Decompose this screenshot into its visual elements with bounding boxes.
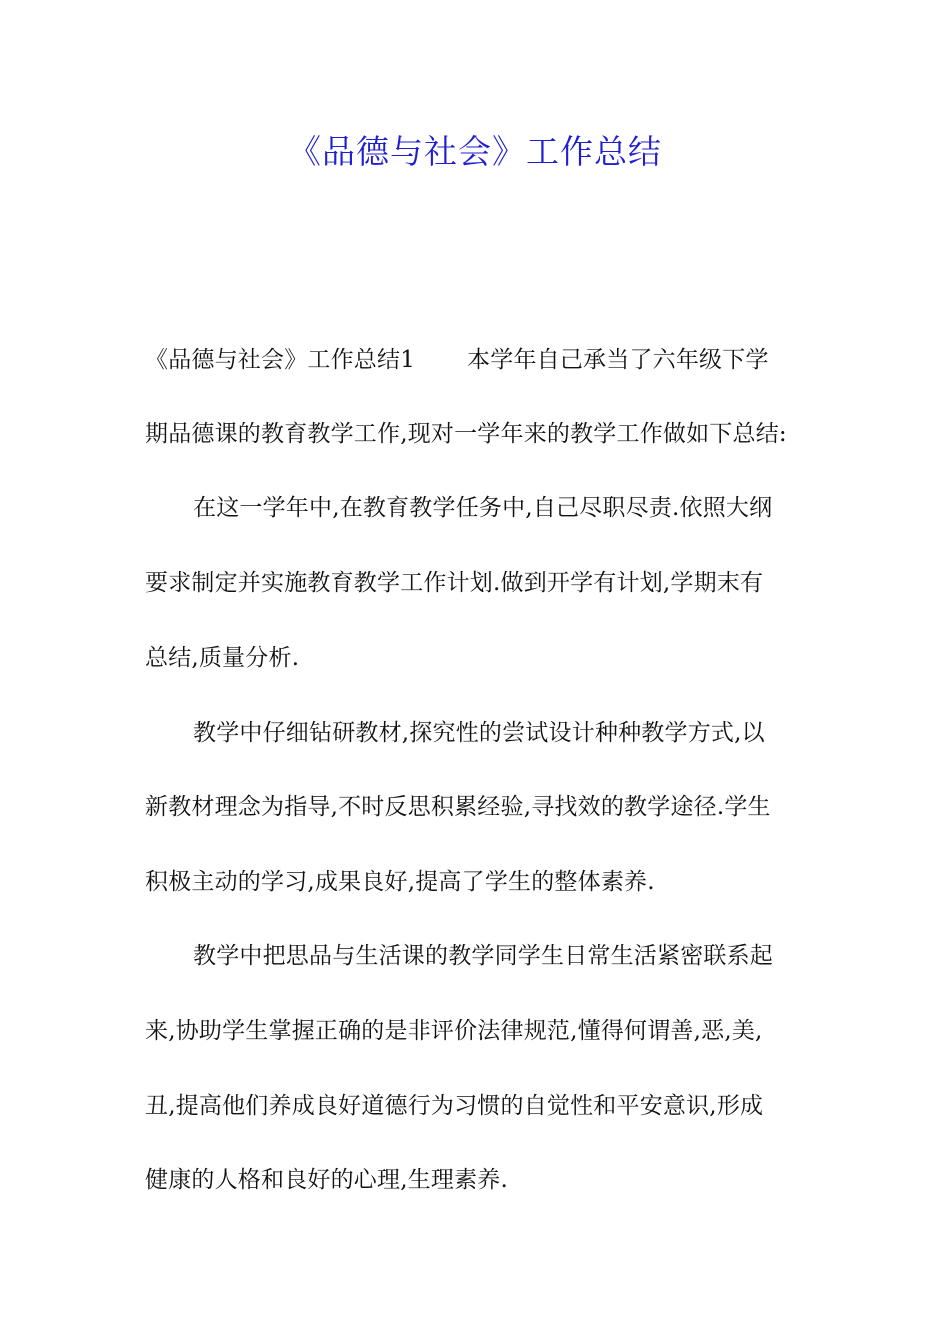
body-line: 在这一学年中,在教育教学任务中,自己尽职尽责.依照大纲 xyxy=(193,495,773,521)
body-line: 教学中把思品与生活课的教学同学生日常生活紧密联系起 xyxy=(193,943,773,969)
body-line xyxy=(145,340,810,380)
body-line: 积极主动的学习,成果良好,提高了学生的整体素养. xyxy=(145,869,655,895)
body-line: 要求制定并实施教育教学工作计划.做到开学有计划,学期末有 xyxy=(145,570,764,596)
document-title: 《品德与社会》工作总结 xyxy=(288,132,662,171)
body-line: 教学中仔细钻研教材,探究性的尝试设计种种教学方式,以 xyxy=(193,720,765,746)
section-heading: 《品德与社会》工作总结1 xyxy=(145,347,416,373)
body-line: 来,协助学生掌握正确的是非评价法律规范,懂得何谓善,恶,美, xyxy=(145,1018,763,1044)
body-line: 健康的人格和良好的心理,生理素养. xyxy=(145,1167,509,1193)
body-line: 总结,质量分析. xyxy=(145,645,300,671)
body-line: 丑,提高他们养成良好道德行为习惯的自觉性和平安意识,形成 xyxy=(145,1093,764,1119)
body-text: 本学年自己承当了六年级下学 xyxy=(467,347,769,373)
body-line: 新教材理念为指导,不时反思积累经验,寻找效的教学途径.学生 xyxy=(145,794,771,820)
body-line: 期品德课的教育教学工作,现对一学年来的教学工作做如下总结: xyxy=(145,421,787,447)
